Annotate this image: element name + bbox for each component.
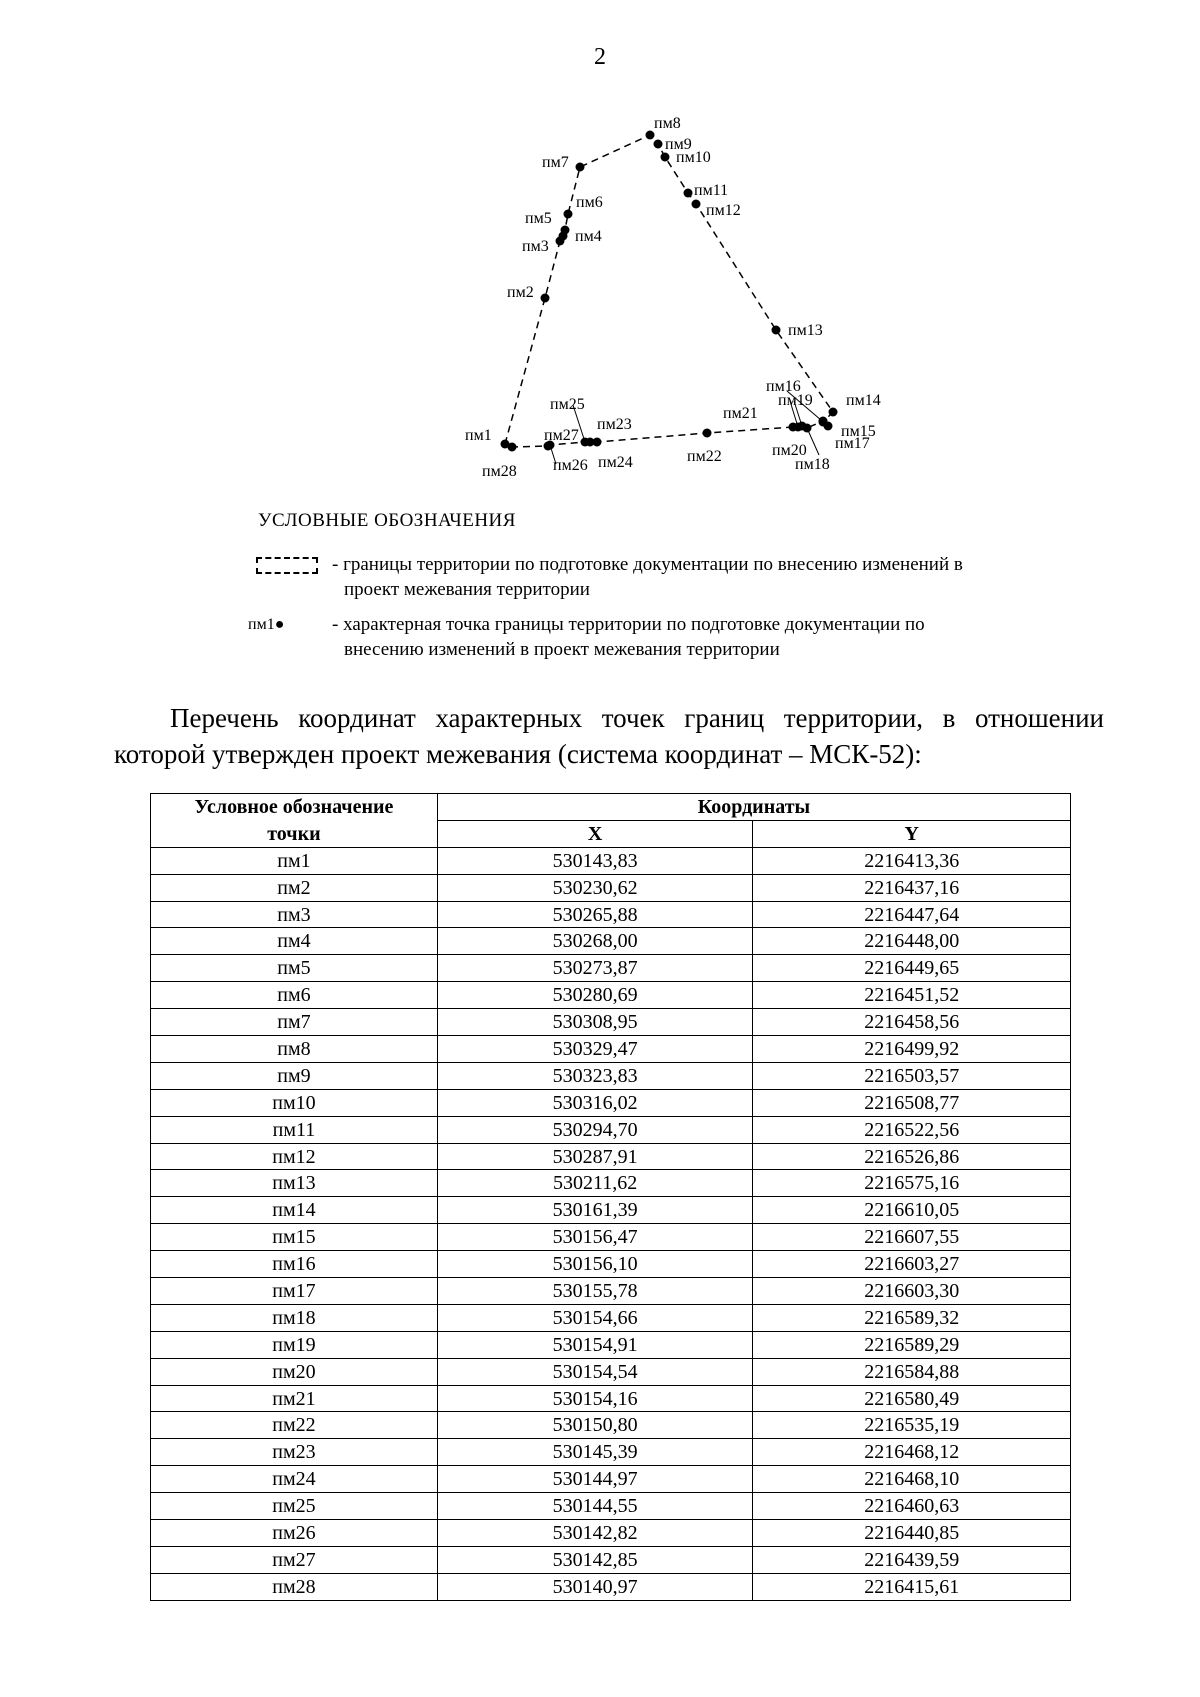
cell-point: пм27 [151, 1546, 438, 1573]
cell-point: пм25 [151, 1493, 438, 1520]
cell-y: 2216440,85 [753, 1520, 1071, 1547]
cell-y: 2216526,86 [753, 1143, 1071, 1170]
boundary-point-marker [789, 423, 798, 432]
point-label: пм15 [841, 423, 876, 440]
cell-x: 530316,02 [437, 1089, 753, 1116]
point-label: пм2 [507, 284, 534, 301]
intro-line1: Перечень координат характерных точек границ территории, в отношении [170, 703, 1104, 733]
table-row [151, 1412, 1071, 1439]
cell-x: 530142,82 [437, 1520, 753, 1547]
cell-x: 530143,83 [437, 847, 753, 874]
cell-y: 2216458,56 [753, 1009, 1071, 1036]
leader-line [807, 428, 819, 455]
header-point-bottom: точки [151, 820, 438, 847]
cell-x: 530323,83 [437, 1062, 753, 1089]
point-label: пм14 [846, 392, 881, 409]
cell-point: пм2 [151, 874, 438, 901]
legend-point-text [332, 612, 1108, 662]
point-label: пм5 [525, 210, 552, 227]
table-row [151, 1331, 1071, 1358]
cell-x: 530145,39 [437, 1439, 753, 1466]
cell-y: 2216468,12 [753, 1439, 1071, 1466]
cell-y: 2216460,63 [753, 1493, 1071, 1520]
table-row [151, 1439, 1071, 1466]
table-row [151, 1062, 1071, 1089]
table-row [151, 1385, 1071, 1412]
point-marker-symbol: пм1● [248, 616, 285, 633]
cell-x: 530154,16 [437, 1385, 753, 1412]
table-body [151, 847, 1071, 1600]
table-row [151, 1143, 1071, 1170]
point-label: пм9 [665, 136, 692, 153]
table-row [151, 1116, 1071, 1143]
header-y: Y [753, 820, 1071, 847]
cell-x: 530268,00 [437, 928, 753, 955]
cell-point: пм15 [151, 1224, 438, 1251]
cell-x: 530211,62 [437, 1170, 753, 1197]
table-row [151, 901, 1071, 928]
cell-y: 2216451,52 [753, 982, 1071, 1009]
boundary-point-marker [661, 153, 670, 162]
cell-point: пм4 [151, 928, 438, 955]
legend-boundary-line1: - границы территории по подготовке документации по внесению изменений в [332, 554, 963, 575]
table-header-row [151, 794, 1071, 821]
table-row [151, 1546, 1071, 1573]
cell-point: пм7 [151, 1009, 438, 1036]
cell-point: пм1 [151, 847, 438, 874]
table-row [151, 1358, 1071, 1385]
cell-x: 530287,91 [437, 1143, 753, 1170]
cell-point: пм14 [151, 1197, 438, 1224]
cell-point: пм12 [151, 1143, 438, 1170]
cell-point: пм22 [151, 1412, 438, 1439]
boundary-point-marker [819, 417, 828, 426]
cell-x: 530156,47 [437, 1224, 753, 1251]
cell-point: пм9 [151, 1062, 438, 1089]
header-coordinates: Координаты [437, 794, 1070, 821]
point-label: пм20 [772, 442, 807, 459]
cell-x: 530230,62 [437, 874, 753, 901]
table-row [151, 1493, 1071, 1520]
cell-x: 530265,88 [437, 901, 753, 928]
point-label: пм18 [795, 456, 830, 473]
cell-point: пм18 [151, 1304, 438, 1331]
table-row [151, 982, 1071, 1009]
boundary-diagram [0, 0, 1200, 500]
legend-boundary-text [332, 552, 1108, 602]
cell-point: пм21 [151, 1385, 438, 1412]
table-row [151, 1036, 1071, 1063]
point-label: пм26 [553, 457, 588, 474]
table-row [151, 928, 1071, 955]
cell-x: 530308,95 [437, 1009, 753, 1036]
point-label: пм10 [676, 149, 711, 166]
boundary-point-marker [654, 140, 663, 149]
boundary-point-marker [508, 443, 517, 452]
point-label: пм16 [766, 378, 801, 395]
cell-point: пм20 [151, 1358, 438, 1385]
cell-x: 530161,39 [437, 1197, 753, 1224]
cell-point: пм16 [151, 1251, 438, 1278]
cell-y: 2216610,05 [753, 1197, 1071, 1224]
cell-point: пм19 [151, 1331, 438, 1358]
point-label: пм21 [723, 405, 758, 422]
cell-x: 530156,10 [437, 1251, 753, 1278]
table-row [151, 1009, 1071, 1036]
legend-point-line2: внесению изменений в проект межевания территории [344, 639, 780, 660]
cell-y: 2216607,55 [753, 1224, 1071, 1251]
cell-y: 2216499,92 [753, 1036, 1071, 1063]
cell-x: 530154,66 [437, 1304, 753, 1331]
cell-point: пм11 [151, 1116, 438, 1143]
point-label: пм1 [465, 427, 492, 444]
point-label: пм25 [550, 396, 585, 413]
cell-y: 2216449,65 [753, 955, 1071, 982]
table-row [151, 1466, 1071, 1493]
cell-y: 2216437,16 [753, 874, 1071, 901]
cell-point: пм28 [151, 1573, 438, 1600]
cell-x: 530329,47 [437, 1036, 753, 1063]
cell-y: 2216603,30 [753, 1278, 1071, 1305]
point-label: пм11 [694, 182, 729, 199]
boundary-point-marker [564, 210, 573, 219]
point-label: пм12 [706, 202, 741, 219]
cell-y: 2216508,77 [753, 1089, 1071, 1116]
point-label: пм13 [788, 322, 823, 339]
boundary-point-marker [772, 326, 781, 335]
point-label: пм24 [598, 454, 633, 471]
cell-y: 2216584,88 [753, 1358, 1071, 1385]
point-label: пм3 [522, 238, 549, 255]
boundary-point-marker [561, 226, 570, 235]
intro-line2: которой утвержден проект межевания (система координат – МСК-52): [114, 739, 922, 769]
cell-x: 530140,97 [437, 1573, 753, 1600]
cell-y: 2216522,56 [753, 1116, 1071, 1143]
table-row [151, 1197, 1071, 1224]
legend-boundary-line2: проект межевания территории [344, 579, 590, 600]
cell-y: 2216447,64 [753, 901, 1071, 928]
point-label: пм19 [778, 392, 813, 409]
cell-x: 530142,85 [437, 1546, 753, 1573]
cell-point: пм6 [151, 982, 438, 1009]
cell-y: 2216439,59 [753, 1546, 1071, 1573]
cell-x: 530294,70 [437, 1116, 753, 1143]
cell-y: 2216503,57 [753, 1062, 1071, 1089]
dashed-boundary-symbol [256, 557, 318, 574]
cell-x: 530154,91 [437, 1331, 753, 1358]
intro-paragraph [114, 700, 1104, 772]
table-row [151, 1520, 1071, 1547]
table-row [151, 955, 1071, 982]
cell-y: 2216448,00 [753, 928, 1071, 955]
cell-y: 2216575,16 [753, 1170, 1071, 1197]
cell-y: 2216535,19 [753, 1412, 1071, 1439]
legend-point-line1: - характерная точка границы территории по подготовке документации по [332, 614, 925, 635]
legend-title: УСЛОВНЫЕ ОБОЗНАЧЕНИЯ [258, 510, 516, 531]
boundary-point-marker [684, 189, 693, 198]
point-label: пм27 [544, 427, 579, 444]
point-label: пм7 [542, 154, 569, 171]
cell-y: 2216589,29 [753, 1331, 1071, 1358]
page-number: 2 [594, 44, 606, 70]
cell-point: пм13 [151, 1170, 438, 1197]
table-row [151, 1170, 1071, 1197]
cell-y: 2216413,36 [753, 847, 1071, 874]
cell-x: 530144,97 [437, 1466, 753, 1493]
table-row [151, 847, 1071, 874]
cell-point: пм5 [151, 955, 438, 982]
point-label: пм23 [597, 416, 632, 433]
point-label: пм22 [687, 448, 722, 465]
cell-x: 530154,54 [437, 1358, 753, 1385]
cell-x: 530155,78 [437, 1278, 753, 1305]
table-row [151, 874, 1071, 901]
point-label: пм28 [482, 463, 517, 480]
coordinates-table [150, 793, 1071, 1601]
cell-point: пм10 [151, 1089, 438, 1116]
table-subheader-row [151, 820, 1071, 847]
cell-x: 530273,87 [437, 955, 753, 982]
point-label: пм8 [654, 115, 681, 132]
cell-y: 2216580,49 [753, 1385, 1071, 1412]
point-label: пм17 [835, 435, 870, 452]
cell-point: пм3 [151, 901, 438, 928]
point-label: пм4 [575, 228, 602, 245]
cell-point: пм26 [151, 1520, 438, 1547]
cell-y: 2216468,10 [753, 1466, 1071, 1493]
table-row [151, 1251, 1071, 1278]
boundary-point-marker [692, 200, 701, 209]
boundary-point-marker [541, 294, 550, 303]
boundary-point-marker [576, 163, 585, 172]
header-point-top: Условное обозначение [151, 794, 438, 821]
cell-point: пм17 [151, 1278, 438, 1305]
table-row [151, 1224, 1071, 1251]
table-row [151, 1304, 1071, 1331]
cell-y: 2216603,27 [753, 1251, 1071, 1278]
header-x: X [437, 820, 753, 847]
cell-point: пм23 [151, 1439, 438, 1466]
boundary-point-marker [829, 408, 838, 417]
cell-x: 530150,80 [437, 1412, 753, 1439]
table-row [151, 1278, 1071, 1305]
cell-point: пм8 [151, 1036, 438, 1063]
boundary-point-marker [703, 429, 712, 438]
table-row [151, 1089, 1071, 1116]
point-label: пм6 [576, 194, 603, 211]
cell-x: 530144,55 [437, 1493, 753, 1520]
cell-point: пм24 [151, 1466, 438, 1493]
cell-x: 530280,69 [437, 982, 753, 1009]
table-row [151, 1573, 1071, 1600]
cell-y: 2216415,61 [753, 1573, 1071, 1600]
cell-y: 2216589,32 [753, 1304, 1071, 1331]
